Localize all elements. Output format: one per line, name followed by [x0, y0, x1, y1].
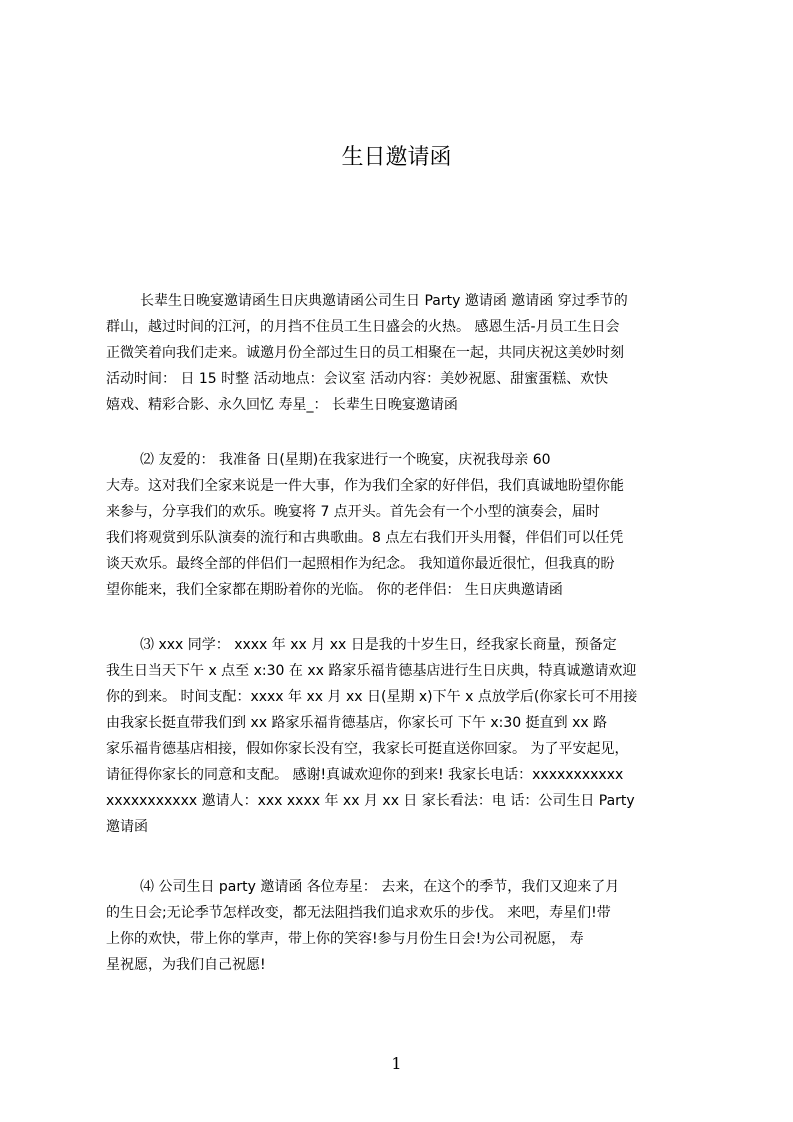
- paragraph-line: 家乐福肯德基店相接，假如你家长没有空，我家长可挺直送你回家。 为了平安起见，: [106, 741, 629, 757]
- paragraph-line: 邀请函: [106, 819, 148, 835]
- paragraph-line: 的生日会;无论季节怎样改变，都无法阻挡我们追求欢乐的步伐。 来吧，寿星们!带: [106, 905, 611, 921]
- paragraph-line: 谈天欢乐。最终全部的伴侣们一起照相作为纪念。 我知道你最近很忙，但我真的盼: [106, 556, 615, 572]
- document-title: 生日邀请函: [341, 145, 452, 170]
- paragraph-line: 由我家长挺直带我们到 xx 路家乐福肯德基店，你家长可 下午 x:30 挺直到 xx 路: [106, 715, 608, 731]
- page-number: 1: [391, 1054, 402, 1073]
- paragraph-line: 来参与，分享我们的欢乐。晚宴将 7 点开头。首先会有一个小型的演奏会，届时: [106, 504, 600, 520]
- paragraph-line: ⑵ 友爱的： 我准备 日(星期)在我家进行一个晚宴，庆祝我母亲 60: [140, 452, 551, 468]
- paragraph-line: 活动时间： 日 15 时整 活动地点：会议室 活动内容：美妙祝愿、甜蜜蛋糕、欢快: [106, 371, 609, 387]
- paragraph-line: 群山，越过时间的江河，的月挡不住员工生日盛会的火热。 感恩生活-月员工生日会: [106, 319, 620, 335]
- paragraph-line: xxxxxxxxxxx 邀请人：xxx xxxx 年 xx 月 xx 日 家长看法：电 话：公司生日 Party: [106, 793, 635, 809]
- paragraph-3: [106, 632, 698, 840]
- paragraph-line: 正微笑着向我们走来。诚邀月份全部过生日的员工相聚在一起，共同庆祝这美妙时刻: [106, 345, 624, 361]
- paragraph-line: 我们将观赏到乐队演奏的流行和古典歌曲。8 点左右我们开头用餐，伴侣们可以任凭: [106, 530, 624, 546]
- paragraph-line: 长辈生日晚宴邀请函生日庆典邀请函公司生日 Party 邀请函 邀请函 穿过季节的: [140, 293, 628, 309]
- paragraph-1: [106, 288, 698, 418]
- paragraph-line: 嬉戏、精彩合影、永久回忆 寿星_： 长辈生日晚宴邀请函: [106, 397, 458, 413]
- paragraph-line: 望你能来，我们全家都在期盼着你的光临。 你的老伴侣： 生日庆典邀请函: [106, 582, 563, 598]
- paragraph-line: 上你的欢快，带上你的掌声，带上你的笑容!参与月份生日会!为公司祝愿， 寿: [106, 931, 584, 947]
- paragraph-4: [106, 874, 698, 978]
- paragraph-line: 我生日当天下午 x 点至 x:30 在 xx 路家乐福肯德基店进行生日庆典，特真诚邀请欢迎: [106, 663, 637, 679]
- paragraph-line: ⑶ xxx 同学： xxxx 年 xx 月 xx 日是我的十岁生日，经我家长商量，预备定: [140, 637, 617, 653]
- paragraph-2: [106, 447, 698, 603]
- paragraph-line: 星祝愿，为我们自己祝愿!: [106, 957, 266, 973]
- paragraph-line: ⑷ 公司生日 party 邀请函 各位寿星： 去来，在这个的季节，我们又迎来了月: [140, 879, 620, 895]
- paragraph-line: 请征得你家长的同意和支配。 感谢!真诚欢迎你的到来! 我家长电话：xxxxxxxxxxx: [106, 767, 624, 783]
- paragraph-line: 你的到来。 时间支配：xxxx 年 xx 月 xx 日(星期 x)下午 x 点放学后(你家长可不用接: [106, 689, 638, 705]
- paragraph-line: 大寿。这对我们全家来说是一件大事，作为我们全家的好伴侣，我们真诚地盼望你能: [106, 478, 624, 494]
